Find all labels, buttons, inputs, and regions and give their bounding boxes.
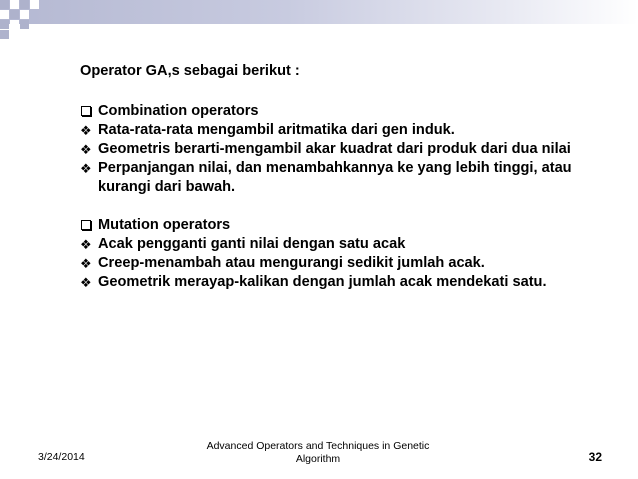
list-item: ❖ Geometrik merayap-kalikan dengan jumlah acak mendekati satu. <box>80 274 547 290</box>
page-number: 32 <box>588 450 602 464</box>
list-item: ❖ Perpanjangan nilai, dan menambahkannya ke yang lebih tinggi, atau kurangi dari bawah. <box>80 160 572 195</box>
list-item: ❖ Rata-rata-rata mengambil aritmatika dari gen induk. <box>80 122 455 138</box>
diamond-bullet-icon: ❖ <box>80 237 92 252</box>
slide-content <box>80 62 590 292</box>
checkbox-square-icon <box>81 106 91 116</box>
slide-title: Operator GA,s sebagai berikut : <box>80 63 300 79</box>
diamond-bullet-icon: ❖ <box>80 275 92 290</box>
list-item: ❖ Geometris berarti-mengambil akar kuadrat dari produk dari dua nilai <box>80 141 571 157</box>
list-item: ❖ Creep-menambah atau mengurangi sedikit jumlah acak. <box>80 255 485 271</box>
footer-title: Advanced Operators and Techniques in Genetic Algorithm <box>206 440 430 465</box>
section-heading: Combination operators <box>80 102 590 121</box>
footer-date: 3/24/2014 <box>38 451 85 463</box>
diamond-bullet-icon: ❖ <box>80 142 92 157</box>
checkbox-square-icon <box>81 220 91 230</box>
section-heading: Mutation operators <box>80 216 590 235</box>
diamond-bullet-icon: ❖ <box>80 256 92 271</box>
header-gradient-bar <box>0 0 638 24</box>
header-squares-logo <box>0 0 48 40</box>
diamond-bullet-icon: ❖ <box>80 123 92 138</box>
diamond-bullet-icon: ❖ <box>80 161 92 176</box>
list-item: ❖ Acak pengganti ganti nilai dengan satu acak <box>80 236 406 252</box>
